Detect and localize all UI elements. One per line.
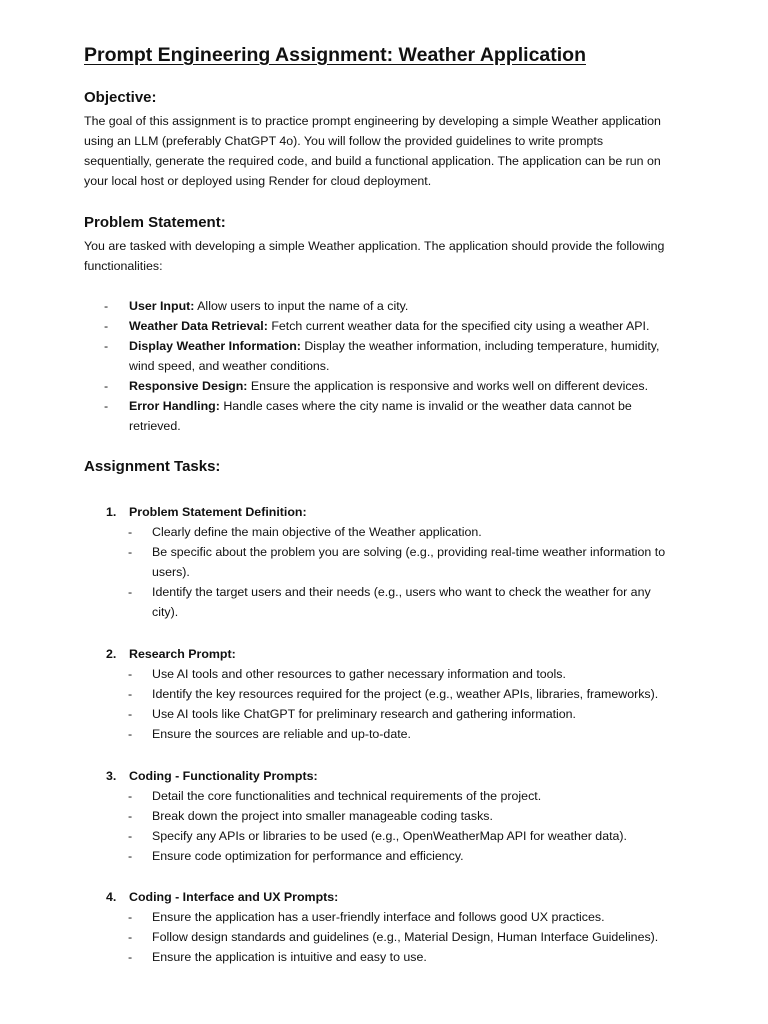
bullet-text: Fetch current weather data for the specified city using a weather API.	[271, 319, 650, 333]
bullet-dash: -	[128, 585, 133, 599]
bullet-text: Handle cases where the city name is invalid or the weather data cannot be	[223, 399, 632, 413]
task-number: 2.	[106, 647, 117, 661]
bullet-dash: -	[128, 950, 133, 964]
bullet-dash: -	[128, 829, 133, 843]
task-item	[84, 766, 704, 866]
objective-line: sequentially, generate the required code, and build a functional application. The application can be run on	[84, 154, 661, 168]
bullet-dash: -	[128, 789, 133, 803]
bullet-dash: -	[128, 667, 133, 681]
task-title: Research Prompt:	[129, 647, 236, 661]
task-item	[84, 644, 704, 744]
task-title: Coding - Functionality Prompts:	[129, 769, 318, 783]
bullet-dash: -	[128, 545, 133, 559]
objective-line: The goal of this assignment is to practice prompt engineering by developing a simple Weather application	[84, 114, 661, 128]
task-subitem-text: Specify any APIs or libraries to be used (e.g., OpenWeatherMap API for weather data).	[152, 829, 627, 843]
task-subitem	[84, 684, 704, 704]
list-item	[84, 396, 704, 436]
task-subitem	[84, 907, 704, 927]
task-subitem	[84, 927, 704, 947]
task-subitem	[84, 664, 704, 684]
task-subitem	[84, 522, 704, 542]
task-subitem-text: Ensure the sources are reliable and up-to-date.	[152, 727, 411, 741]
task-subitem-text: city).	[152, 605, 179, 619]
problem-heading: Problem Statement:	[84, 214, 226, 231]
task-item	[84, 887, 704, 967]
bullet-dash: -	[104, 299, 109, 313]
objective-line: your local host or deployed using Render for cloud deployment.	[84, 174, 432, 188]
task-subitem-text: Ensure code optimization for performance and efficiency.	[152, 849, 464, 863]
bullet-text: Allow users to input the name of a city.	[197, 299, 409, 313]
task-subitem	[84, 947, 704, 967]
task-subitem-text: Ensure the application has a user-friendly interface and follows good UX practices.	[152, 910, 605, 924]
task-subitem	[84, 846, 704, 866]
objective-line: using an LLM (preferably ChatGPT 4o). You will follow the provided guidelines to write prompts	[84, 134, 604, 148]
list-item	[84, 316, 704, 336]
bullet-dash: -	[128, 849, 133, 863]
task-subitem-text: Break down the project into smaller manageable coding tasks.	[152, 809, 493, 823]
task-subitem-text: users).	[152, 565, 190, 579]
bullet-dash: -	[104, 339, 109, 353]
bullet-dash: -	[104, 319, 109, 333]
objective-heading: Objective:	[84, 89, 157, 106]
task-subitem-text: Clearly define the main objective of the Weather application.	[152, 525, 482, 539]
bullet-dash: -	[128, 525, 133, 539]
bullet-dash: -	[128, 707, 133, 721]
task-subitem	[84, 786, 704, 806]
task-subitem-text: Identify the target users and their needs (e.g., users who want to check the weather for any	[152, 585, 651, 599]
bullet-label: Weather Data Retrieval:	[129, 319, 268, 333]
task-title: Coding - Interface and UX Prompts:	[129, 890, 339, 904]
task-subitem-text: Use AI tools like ChatGPT for preliminary research and gathering information.	[152, 707, 577, 721]
task-subitem-text: Be specific about the problem you are solving (e.g., providing real-time weather information to	[152, 545, 666, 559]
task-number: 4.	[106, 890, 117, 904]
bullet-dash: -	[128, 727, 133, 741]
task-item	[84, 502, 704, 622]
problem-intro-line: You are tasked with developing a simple Weather application. The application should provide the following	[84, 239, 665, 253]
bullet-label: Error Handling:	[129, 399, 220, 413]
bullet-text: retrieved.	[129, 419, 181, 433]
task-title: Problem Statement Definition:	[129, 505, 307, 519]
problem-intro-line: functionalities:	[84, 259, 163, 273]
bullet-text: Display the weather information, including temperature, humidity,	[304, 339, 660, 353]
bullet-label: Display Weather Information:	[129, 339, 301, 353]
task-number: 3.	[106, 769, 117, 783]
functionality-list	[84, 296, 704, 436]
problem-intro	[84, 236, 694, 276]
task-number: 1.	[106, 505, 117, 519]
bullet-dash: -	[128, 687, 133, 701]
bullet-label: User Input:	[129, 299, 195, 313]
list-item	[84, 376, 704, 396]
task-subitem	[84, 582, 704, 622]
task-subitem-text: Follow design standards and guidelines (e.g., Material Design, Human Interface Guidelines).	[152, 930, 659, 944]
objective-paragraph	[84, 111, 694, 191]
bullet-dash: -	[104, 399, 109, 413]
bullet-dash: -	[128, 930, 133, 944]
task-subitem	[84, 542, 704, 582]
task-subitem-text: Detail the core functionalities and technical requirements of the project.	[152, 789, 542, 803]
document-title: Prompt Engineering Assignment: Weather Application	[84, 44, 586, 66]
bullet-text: Ensure the application is responsive and works well on different devices.	[250, 379, 649, 393]
task-subitem	[84, 826, 704, 846]
bullet-dash: -	[128, 910, 133, 924]
tasks-heading: Assignment Tasks:	[84, 458, 221, 475]
task-subitem-text: Use AI tools and other resources to gather necessary information and tools.	[152, 667, 566, 681]
task-subitem	[84, 806, 704, 826]
list-item	[84, 336, 704, 376]
task-subitem-text: Identify the key resources required for the project (e.g., weather APIs, libraries, frameworks).	[152, 687, 659, 701]
bullet-dash: -	[104, 379, 109, 393]
task-subitem	[84, 704, 704, 724]
bullet-text: wind speed, and weather conditions.	[129, 359, 330, 373]
list-item	[84, 296, 704, 316]
task-subitem-text: Ensure the application is intuitive and easy to use.	[152, 950, 427, 964]
bullet-label: Responsive Design:	[129, 379, 248, 393]
bullet-dash: -	[128, 809, 133, 823]
task-subitem	[84, 724, 704, 744]
